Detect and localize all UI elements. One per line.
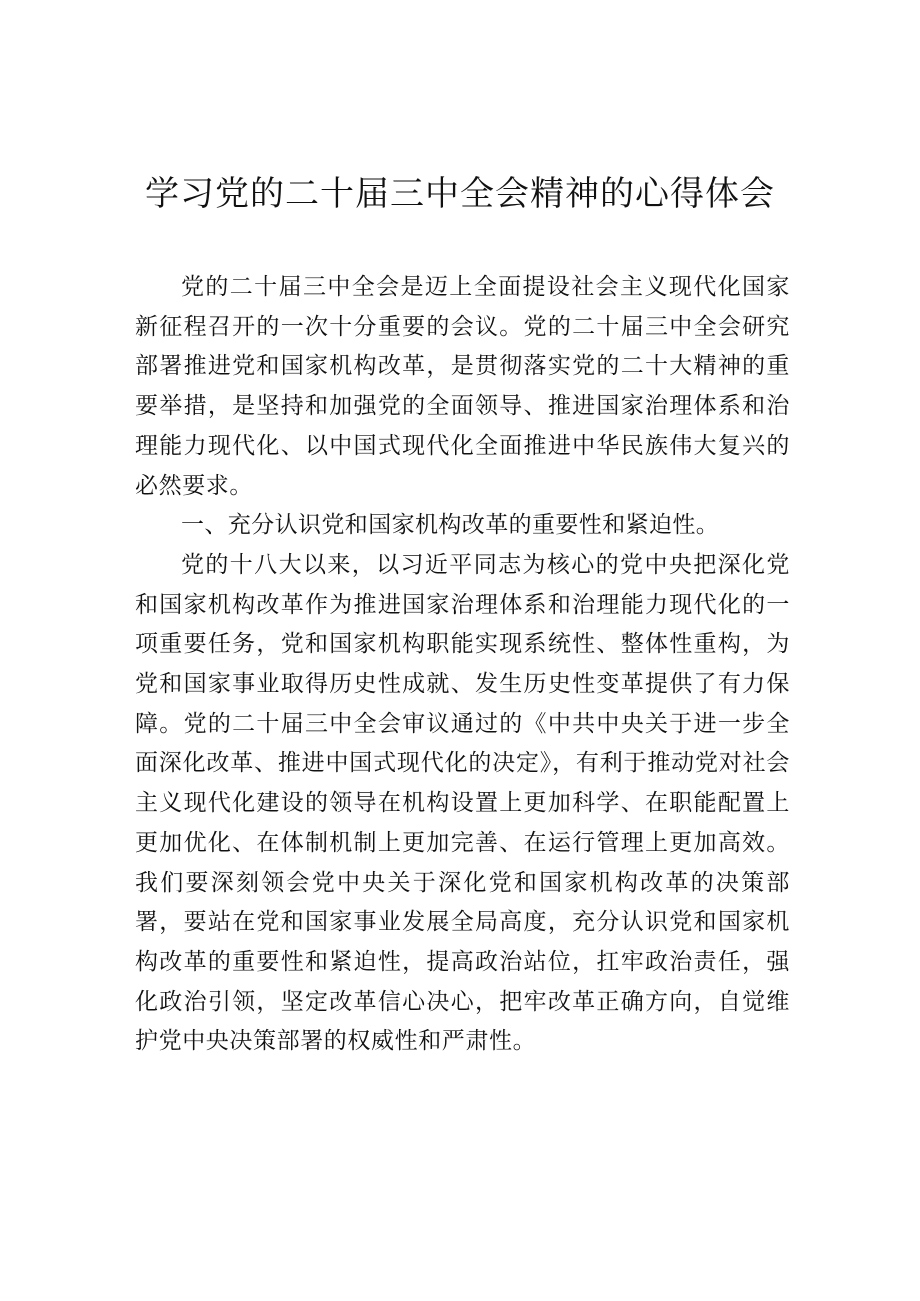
section-heading: 一、充分认识党和国家机构改革的重要性和紧迫性。 xyxy=(181,512,720,539)
paragraph-intro: 党的二十届三中全会是迈上全面提设社会主义现代化国家新征程召开的一次十分重要的会议。党的二十届三中全会研究部署推进党和国家机构改革，是贯彻落实党的二十大精神的重要举措，是坚持和加强党的全面领导、推进国家治理体系和治理能力现代化、以中国式现代化全面推进中华民族伟大复兴的必然要求。 xyxy=(135,274,790,499)
paragraph-section-1: 党的十八大以来，以习近平同志为核心的党中央把深化党和国家机构改革作为推进国家治理体系和治理能力现代化的一项重要任务，党和国家机构职能实现系统性、整体性重构，为党和国家事业取得历史性成就、发生历史性变革提供了有力保障。党的二十届三中全会审议通过的《中共中央关于进一步全面深化改革、推进中国式现代化的决定》，有利于推动党对社会主义现代化建设的领导在机构设置上更加科学、在职能配置上更加优化、在体制机制上更加完善、在运行管理上更加高效。我们要深刻领会党中央关于深化党和国家机构改革的决策部署，要站在党和国家事业发展全局高度，充分认识党和国家机构改革的重要性和紧迫性，提高政治站位，扛牢政治责任，强化政治引领，坚定改革信心决心，把牢改革正确方向，自觉维护党中央决策部署的权威性和严肃性。 xyxy=(135,551,790,1055)
document-body xyxy=(135,268,790,1062)
document-title: 学习党的二十届三中全会精神的心得体会 xyxy=(145,174,775,214)
